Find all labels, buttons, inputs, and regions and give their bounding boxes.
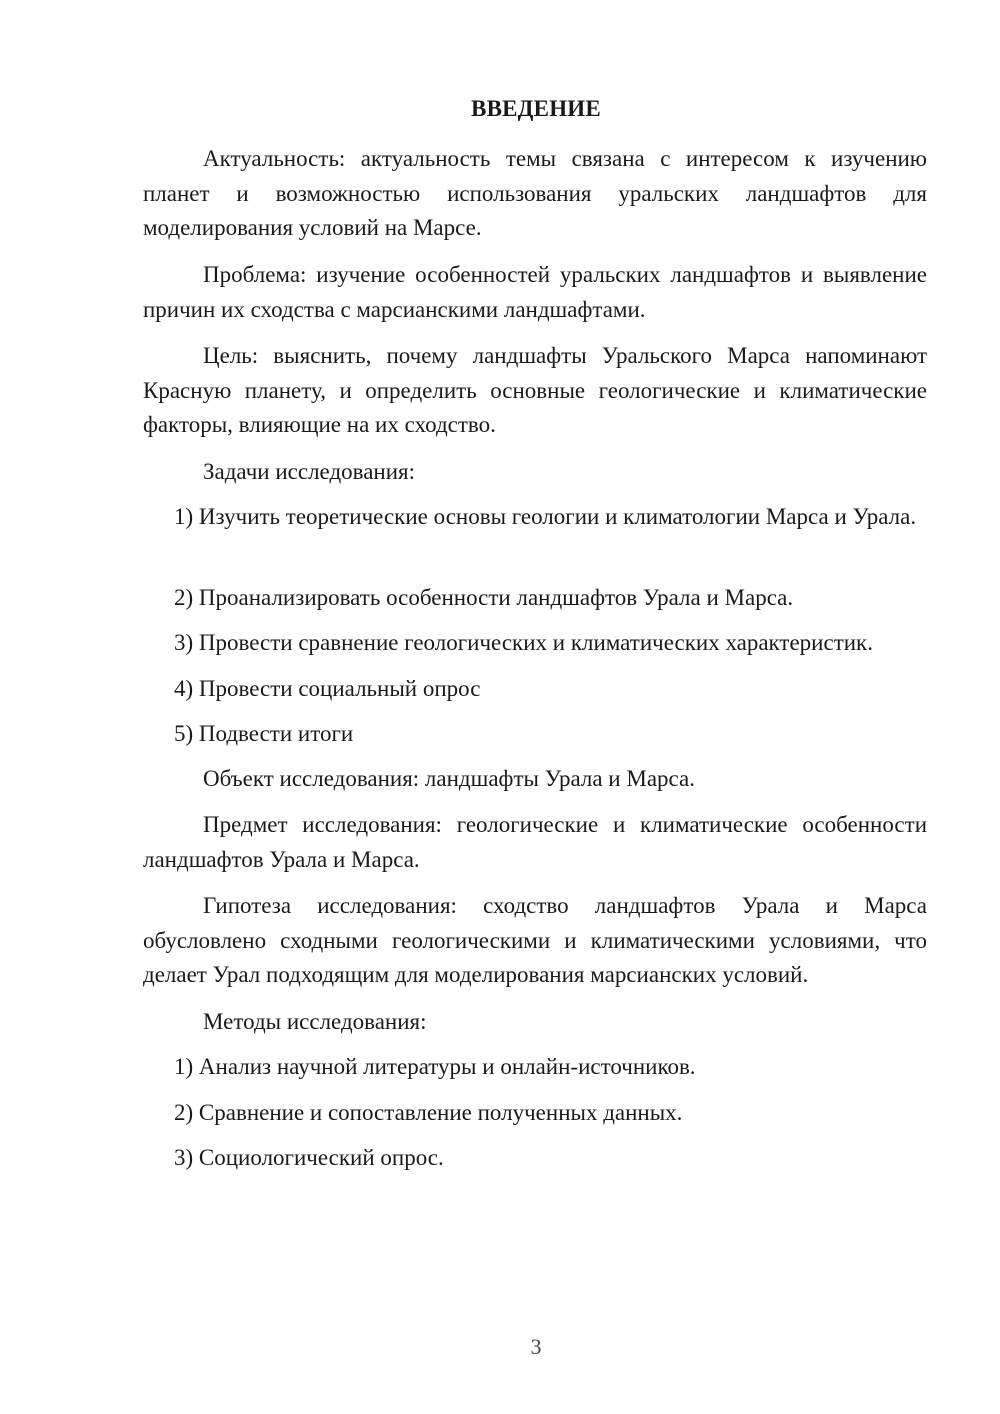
method-item-3	[143, 1141, 927, 1176]
task-item-4	[143, 672, 927, 707]
tasks-heading-block	[143, 455, 927, 490]
methods-heading: Методы исследования:	[203, 1009, 427, 1034]
task-text-3: 3) Провести сравнение геологических и климатических характеристик.	[174, 630, 873, 655]
task-text-4: 4) Провести социальный опрос	[174, 676, 481, 701]
task-text-5: 5) Подвести итоги	[174, 721, 354, 746]
object-paragraph	[143, 762, 927, 797]
method-text-3: 3) Социологический опрос.	[174, 1145, 444, 1170]
task-text-2: 2) Проанализировать особенности ландшафтов Урала и Марса.	[174, 585, 794, 610]
method-item-2	[143, 1096, 927, 1131]
subject-paragraph	[143, 808, 927, 877]
relevance-text: Актуальность: актуальность темы связана с интересом к изучению планет и возможностью использования уральских ландшафтов для моделирования условий на Марсе.	[143, 146, 927, 240]
task-item-2	[143, 581, 927, 616]
task-item-5	[143, 717, 927, 752]
task-item-3	[143, 626, 927, 661]
hypothesis-paragraph	[143, 889, 927, 993]
problem-paragraph	[143, 258, 927, 327]
goal-text: Цель: выяснить, почему ландшафты Уральского Марса напоминают Красную планету, и определить основные геологические и климатические факторы, влияющие на их сходство.	[143, 343, 927, 437]
page-number: 3	[530, 1334, 542, 1359]
methods-heading-block	[143, 1005, 927, 1040]
relevance-paragraph	[143, 142, 927, 246]
task-item-1	[143, 500, 927, 535]
page-title: ВВЕДЕНИЕ	[471, 96, 601, 121]
method-text-2: 2) Сравнение и сопоставление полученных данных.	[174, 1100, 683, 1125]
method-item-1	[143, 1050, 927, 1085]
problem-text: Проблема: изучение особенностей уральских ландшафтов и выявление причин их сходства с марсианскими ландшафтами.	[143, 262, 927, 322]
method-text-1: 1) Анализ научной литературы и онлайн-источников.	[174, 1054, 696, 1079]
hypothesis-text: Гипотеза исследования: сходство ландшафтов Урала и Марса обусловлено сходными геологическими и климатическими условиями, что делает Урал подходящим для моделирования марсианских условий.	[143, 893, 927, 987]
tasks-heading: Задачи исследования:	[203, 459, 416, 484]
goal-paragraph	[143, 339, 927, 443]
object-text: Объект исследования: ландшафты Урала и Марса.	[203, 766, 695, 791]
task-text-1: 1) Изучить теоретические основы геологии и климатологии Марса и Урала.	[174, 504, 917, 529]
subject-text: Предмет исследования: геологические и климатические особенности ландшафтов Урала и Марса.	[143, 812, 927, 872]
